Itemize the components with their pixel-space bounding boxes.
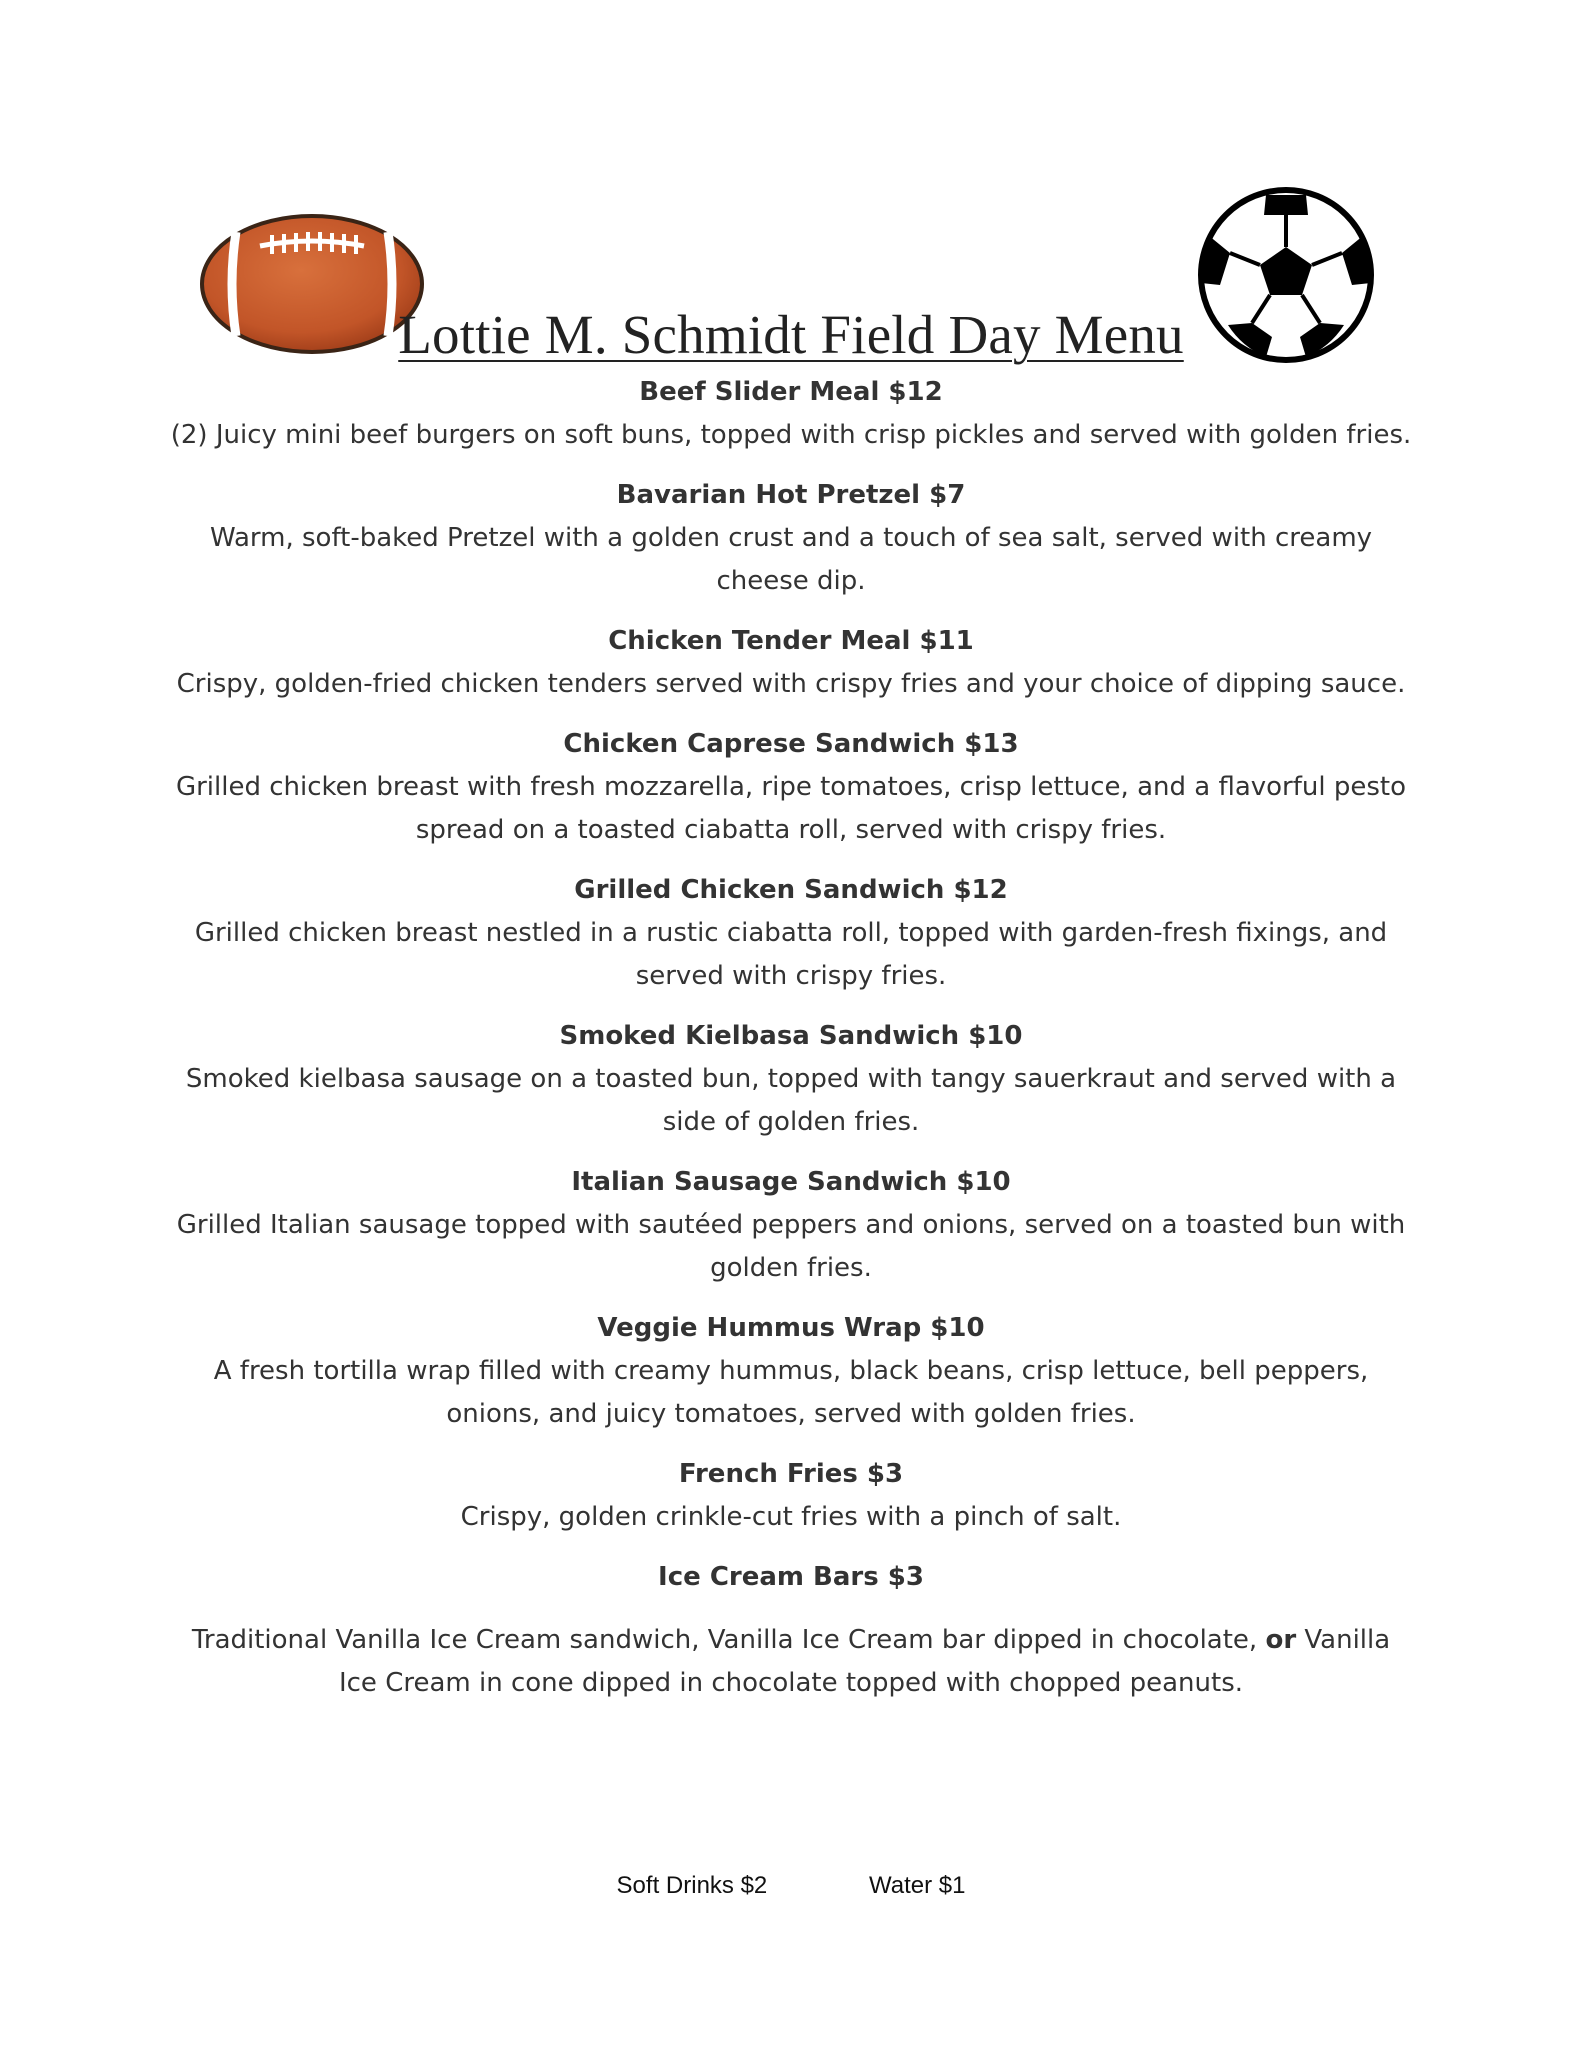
menu-item-description: Crispy, golden-fried chicken tenders served with crispy fries and your choice of dipping sauce. bbox=[176, 669, 1406, 699]
menu-item bbox=[150, 722, 1432, 852]
menu-item-name: Beef Slider Meal $12 bbox=[639, 377, 943, 407]
menu-item bbox=[150, 1160, 1432, 1290]
menu-item-description bbox=[150, 1619, 1432, 1705]
ice-cream-desc-part2: Vanilla Ice Cream in cone dipped in chocolate topped with chopped peanuts. bbox=[338, 1625, 1391, 1698]
drinks-line bbox=[0, 1872, 1582, 1900]
ice-cream-desc-or: or bbox=[1265, 1625, 1297, 1655]
ice-cream-desc-part1: Traditional Vanilla Ice Cream sandwich, Vanilla Ice Cream bar dipped in chocolate, bbox=[191, 1625, 1266, 1655]
menu-item bbox=[150, 868, 1432, 998]
menu-item bbox=[150, 1452, 1432, 1539]
menu-item-name: Grilled Chicken Sandwich $12 bbox=[574, 875, 1008, 905]
menu-item-name: French Fries $3 bbox=[678, 1459, 904, 1489]
menu-item-description: (2) Juicy mini beef burgers on soft buns, topped with crisp pickles and served with golden fries. bbox=[170, 420, 1412, 450]
menu-item-description: Smoked kielbasa sausage on a toasted bun, topped with tangy sauerkraut and served with a side of golden fries. bbox=[185, 1064, 1397, 1137]
page-title bbox=[0, 302, 1582, 368]
menu-item bbox=[150, 619, 1432, 706]
menu-item-description: Grilled chicken breast nestled in a rustic ciabatta roll, topped with garden-fresh fixings, and served with crispy fries. bbox=[194, 918, 1388, 991]
menu-item-description: A fresh tortilla wrap filled with creamy hummus, black beans, crisp lettuce, bell peppers, onions, and juicy tomatoes, served with golden fries. bbox=[213, 1356, 1369, 1429]
menu-item-name: Italian Sausage Sandwich $10 bbox=[571, 1167, 1011, 1197]
water-price: Water $1 bbox=[868, 1872, 966, 1899]
menu-item-description: Crispy, golden crinkle-cut fries with a pinch of salt. bbox=[460, 1502, 1122, 1532]
menu-list bbox=[150, 370, 1432, 1705]
menu-item-name: Veggie Hummus Wrap $10 bbox=[597, 1313, 985, 1343]
menu-item-description: Warm, soft-baked Pretzel with a golden crust and a touch of sea salt, served with creamy cheese dip. bbox=[209, 523, 1373, 596]
menu-item-ice-cream bbox=[150, 1555, 1432, 1705]
menu-item bbox=[150, 370, 1432, 457]
soft-drinks-price: Soft Drinks $2 bbox=[616, 1872, 768, 1899]
menu-item-name: Smoked Kielbasa Sandwich $10 bbox=[559, 1021, 1023, 1051]
menu-item-name: Bavarian Hot Pretzel $7 bbox=[616, 480, 966, 510]
menu-item bbox=[150, 1306, 1432, 1436]
menu-item-name: Ice Cream Bars $3 bbox=[658, 1562, 924, 1592]
menu-item bbox=[150, 1014, 1432, 1144]
menu-item-name: Chicken Tender Meal $11 bbox=[608, 626, 974, 656]
menu-item-description: Grilled Italian sausage topped with sautéed peppers and onions, served on a toasted bun with golden fries. bbox=[176, 1210, 1406, 1283]
menu-item bbox=[150, 473, 1432, 603]
menu-item-description: Grilled chicken breast with fresh mozzarella, ripe tomatoes, crisp lettuce, and a flavorful pesto spread on a toasted ciabatta roll, served with crispy fries. bbox=[175, 772, 1407, 845]
page-title-text: Lottie M. Schmidt Field Day Menu bbox=[398, 304, 1184, 365]
menu-item-name: Chicken Caprese Sandwich $13 bbox=[563, 729, 1019, 759]
